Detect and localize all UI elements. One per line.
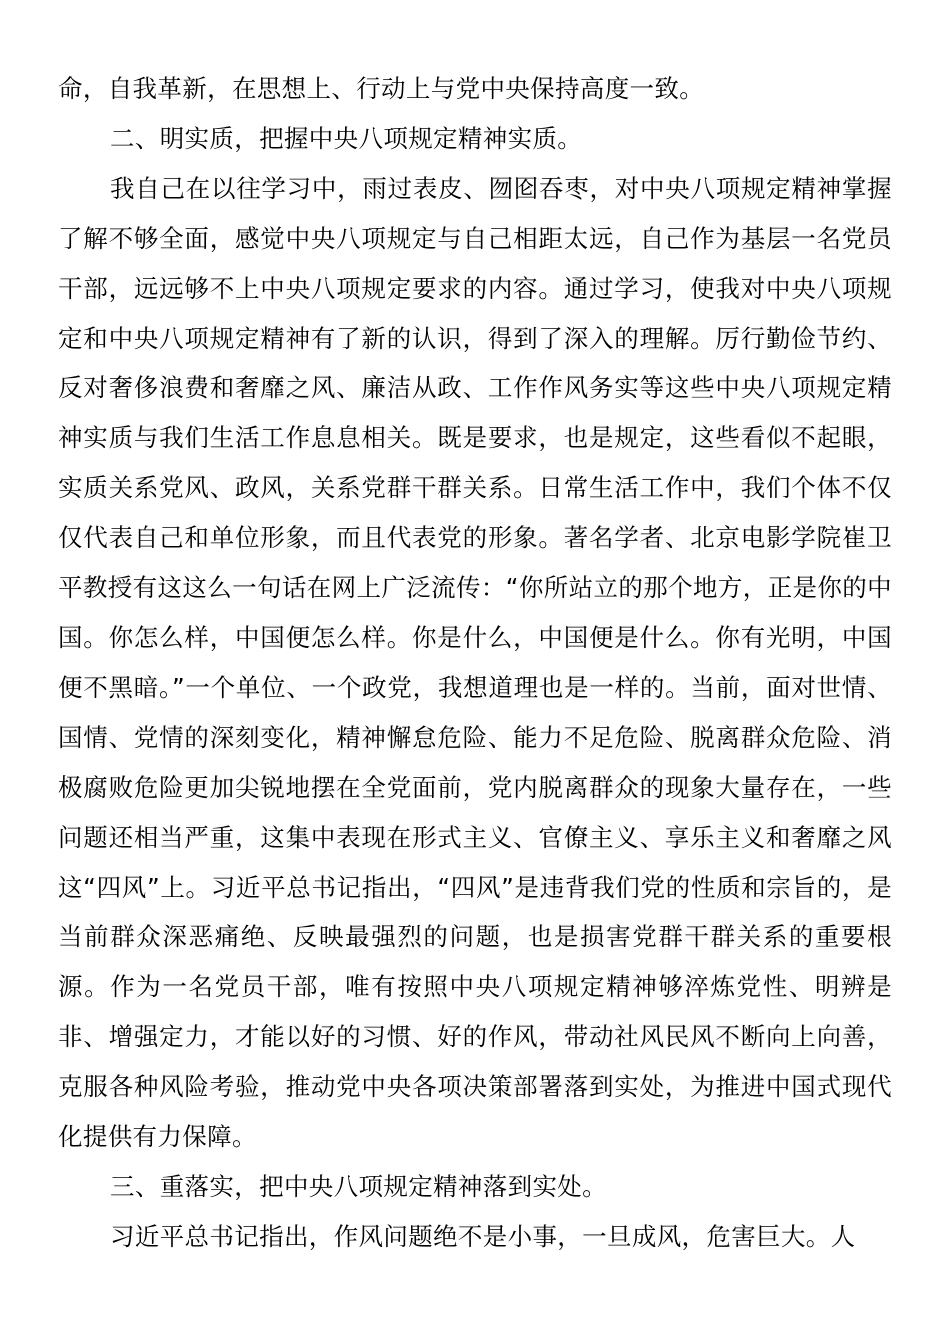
document-page <box>58 64 892 1262</box>
paragraph-continuation: 命，自我革新，在思想上、行动上与党中央保持高度一致。 <box>58 74 705 103</box>
paragraph-start: 习近平总书记指出，作风问题绝不是小事，一旦成风，危害巨大。人 <box>110 1221 856 1251</box>
paragraph-body: 我自己在以往学习中，雨过表皮、囫囵吞枣，对中央八项规定精神掌握了解不够全面，感觉中央八项规定与自己相距太远，自己作为基层一名党员干部，远远够不上中央八项规定要求的内容。通过学习，使我对中央八项规定和中央八项规定精神有了新的认识，得到了深入的理解。厉行勤俭节约、反对奢侈浪费和奢靡之风、廉洁从政、工作作风务实等这些中央八项规定精神实质与我们生活工作息息相关。既是要求，也是规定，这些看似不起眼，实质关系党风、政风，关系党群干群关系。日常生活工作中，我们个体不仅仅代表自己和单位形象，而且代表党的形象。著名学者、北京电影学院崔卫平教授有这这么一句话在网上广泛流传：“你所站立的那个地方，正是你的中国。你怎么样，中国便怎么样。你是什么，中国便是什么。你有光明，中国便不黑暗。”一个单位、一个政党，我想道理也是一样的。当前，面对世情、国情、党情的深刻变化，精神懈怠危险、能力不足危险、脱离群众危险、消极腐败危险更加尖锐地摆在全党面前，党内脱离群众的现象大量存在，一些问题还相当严重，这集中表现在形式主义、官僚主义、享乐主义和奢靡之风这“四风”上。习近平总书记指出，“四风”是违背我们党的性质和宗旨的，是当前群众深恶痛绝、反映最强烈的问题，也是损害党群干群关系的重要根源。作为一名党员干部，唯有按照中央八项规定精神够淬炼党性、明辨是非、增强定力，才能以好的习惯、好的作风，带动社风民风不断向上向善，克服各种风险考验，推动党中央各项决策部署落到实处，为推进中国式现代化提供有力保障。 <box>58 173 892 1152</box>
section-heading-2: 二、明实质，把握中央八项规定精神实质。 <box>110 123 583 153</box>
section-heading-3: 三、重落实，把中央八项规定精神落到实处。 <box>110 1171 607 1201</box>
